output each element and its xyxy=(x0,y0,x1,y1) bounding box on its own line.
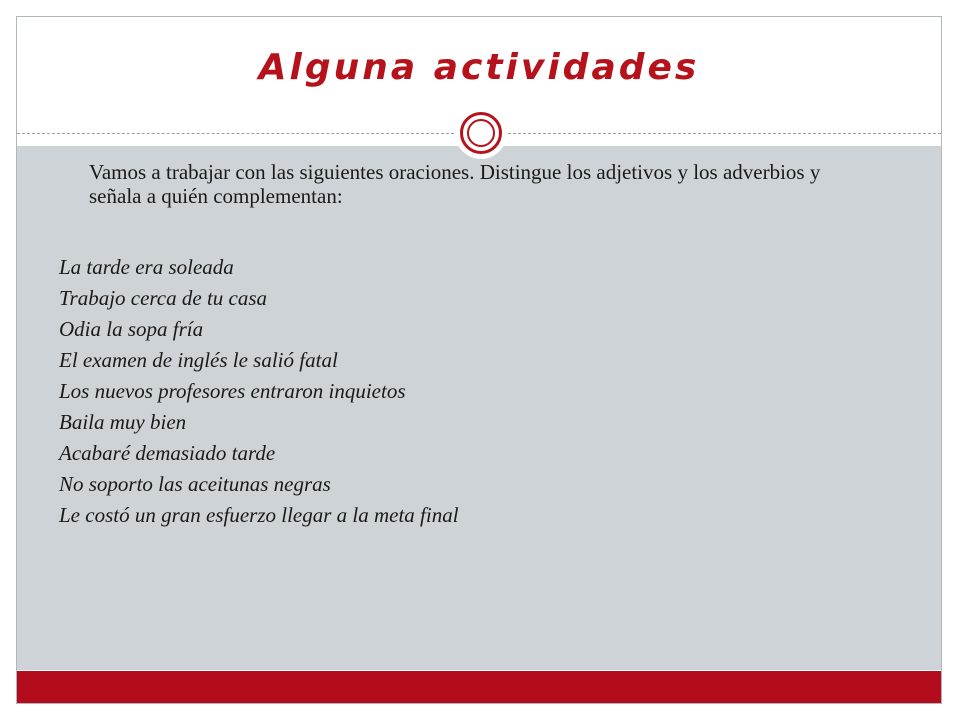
sentence-item: La tarde era soleada xyxy=(59,255,234,279)
title-divider-left xyxy=(17,133,454,134)
ring-icon-outer-circle xyxy=(460,112,502,154)
title-divider-right xyxy=(508,133,941,134)
instructions-text: Vamos a trabajar con las siguientes oraciones. Distingue los adjetivos y los adverbios y señala a quién complementan: xyxy=(89,160,821,208)
sentence-item: No soporto las aceitunas negras xyxy=(59,472,331,496)
sentence-item: Los nuevos profesores entraron inquietos xyxy=(59,379,406,403)
sentence-item: Le costó un gran esfuerzo llegar a la meta final xyxy=(59,503,459,527)
sentence-list xyxy=(59,252,459,531)
sentence-item: Odia la sopa fría xyxy=(59,317,204,341)
sentence-item: Acabaré demasiado tarde xyxy=(59,441,276,465)
footer-bar xyxy=(17,671,941,703)
ring-icon-inner-circle xyxy=(467,119,495,147)
ring-icon xyxy=(455,107,507,159)
sentence-item: Baila muy bien xyxy=(59,410,187,434)
sentence-item: Trabajo cerca de tu casa xyxy=(59,286,268,310)
slide-title: Alguna actividades xyxy=(258,47,700,88)
sentence-item: El examen de inglés le salió fatal xyxy=(59,348,338,372)
